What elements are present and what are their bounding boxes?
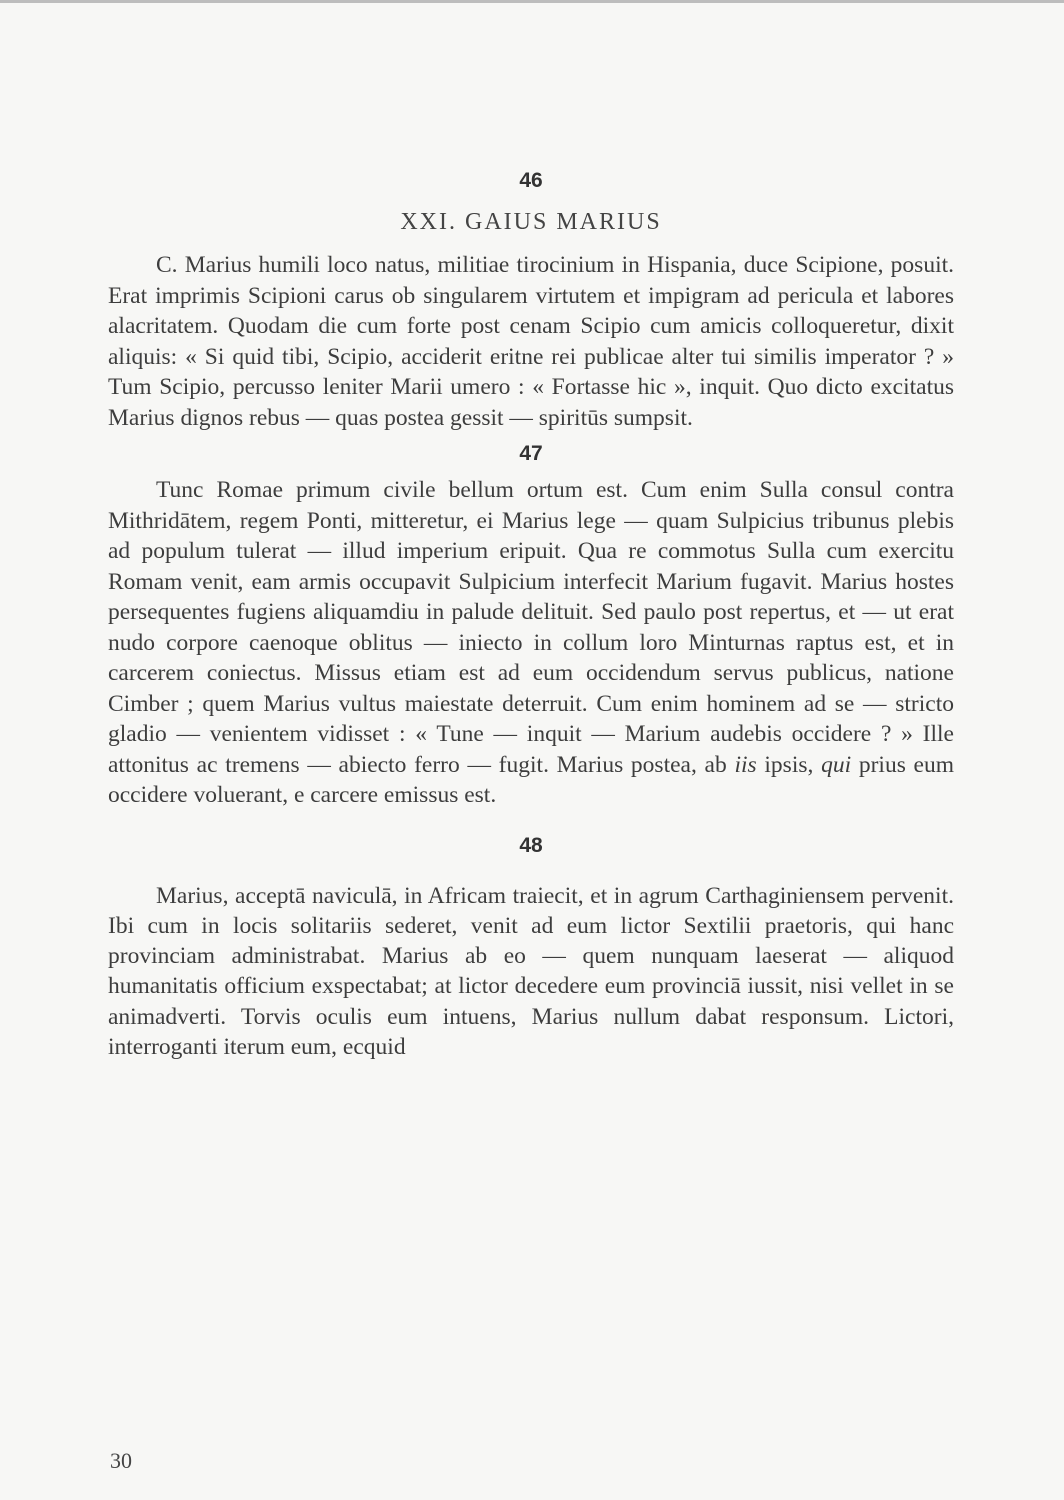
section-number-46: 46 [519,169,543,192]
paragraph-47-end: prius eum occidere voluerant, e carcere emissus est. [108,751,955,808]
section-number-47: 47 [519,442,543,465]
section-number-48: 48 [519,833,543,857]
paragraph-47 [108,475,954,811]
book-page [108,160,954,1062]
page-number: 30 [110,1448,132,1473]
paragraph-48: Marius, acceptā naviculā, in Africam traiecit, et in agrum Carthaginiensem pervenit. Ibi cum in locis solitariis sederet, venit ad eum lictor Sextilii praetoris, qui hanc provinciam administrabat. Marius ab eo — quem nunquam laeserat — aliquod humanitatis officium exspectabat; at lictor decedere eum provinciā iussit, nisi vellet in se animadverti. Torvis oculis eum intuens, Marius nullum dabat responsum. Lictori, interroganti iterum eum, ecquid [108,882,954,1060]
paragraph-46: C. Marius humili loco natus, militiae tirocinium in Hispania, duce Scipione, posuit. Erat imprimis Scipioni carus ob singularem virtutem et impigram ad pericula et labores alacritatem. Quodam die cum forte post cenam Scipio cum amicis colloqueretur, dixit aliquis: « Si quid tibi, Scipio, acciderit eritne rei publicae alter tui similis imperator ? » Tum Scipio, percusso leniter Marii umero : « Fortasse hic », inquit. Quo dicto excitatus Marius dignos rebus — quas postea gessit — spiritūs sumpsit. [108,252,954,431]
page-top-edge [0,0,1064,3]
italic-word-iis: iis [734,751,757,778]
paragraph-47-mid: ipsis, [756,751,814,778]
chapter-title: XXI. GAIUS MARIUS [400,209,662,235]
paragraph-47-text: Tunc Romae primum civile bellum ortum est. Cum enim Sulla consul contra Mithridātem, regem Ponti, mitteretur, ei Marius lege — quam Sulpicius tribunus plebis ad populum tulerat — illud imperium eripuit. Qua re commotus Sulla cum exercitu Romam venit, eam armis occupavit Sulpicium interfecit Marium fugavit. Marius hostes persequentes fugiens aliquamdiu in palude delituit. Sed paulo post repertus, et — ut erat nudo corpore caenoque oblitus — iniecto in collum loro Minturnas raptus est, et in carcerem coniectus. Missus etiam est ad eum occidendum servus publicus, natione Cimber ; quem Marius vultus maiestate deterruit. Cum enim hominem ad se — stricto gladio — venientem vidisset : « Tune — inquit — Marium audebis occidere ? » Ille attonitus ac tremens — abiecto ferro — fugit. Marius postea, ab [108,477,954,778]
italic-word-qui: qui [821,751,852,778]
